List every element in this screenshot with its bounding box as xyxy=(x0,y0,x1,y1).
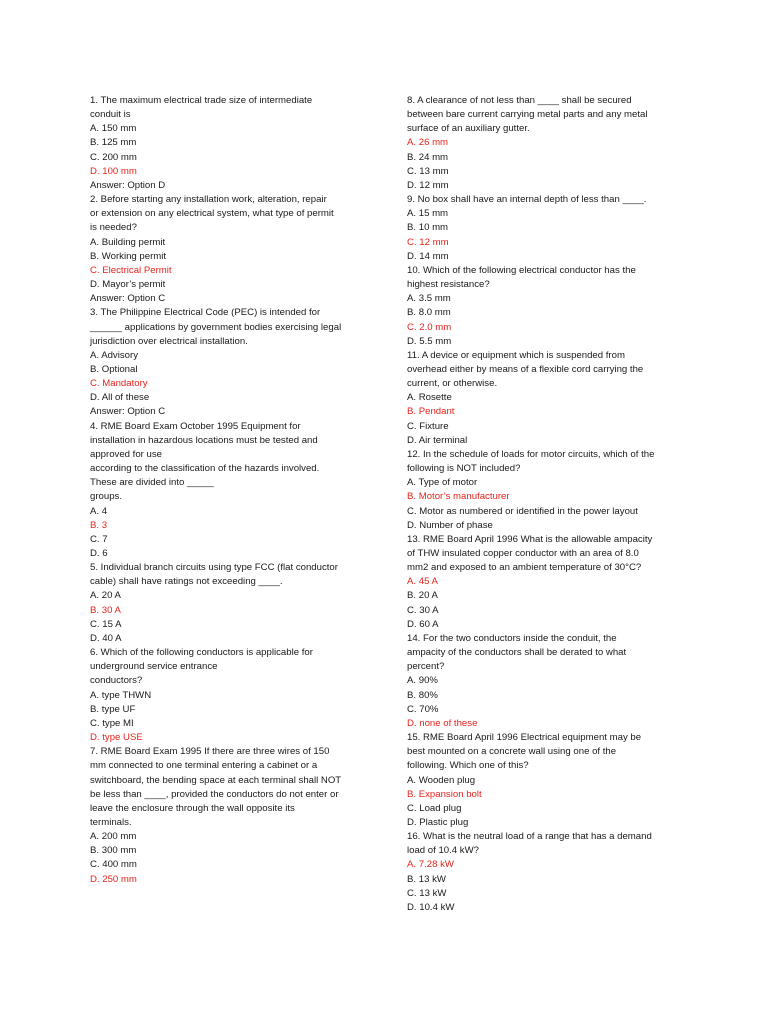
correct-answer-line: B. Expansion bolt xyxy=(407,788,482,800)
question-text-line: 8. A clearance of not less than ____ shall be secured xyxy=(407,95,632,106)
question-text-line: 15. RME Board April 1996 Electrical equipment may be xyxy=(407,732,642,744)
correct-answer-line: C. 12 mm xyxy=(407,236,449,248)
question-text-line: leave the enclosure through the wall opposite its xyxy=(90,802,295,814)
question-text-line: 16. What is the neutral load of a range that has a demand xyxy=(407,831,652,843)
correct-answer-line: D. none of these xyxy=(407,717,478,729)
question-text-line: B. 13 kW xyxy=(407,873,446,885)
question-text-line: 13. RME Board April 1996 What is the allowable ampacity xyxy=(407,533,653,545)
question-text-line: C. type MI xyxy=(90,717,134,729)
question-text-line: B. 10 mm xyxy=(407,222,449,234)
question-text-line: overhead either by means of a flexible cord carrying the xyxy=(407,363,644,375)
question-text-line: D. Mayor’s permit xyxy=(90,279,166,291)
question-text-line: These are divided into _____ xyxy=(90,477,214,489)
question-text-line: C. Fixture xyxy=(407,420,449,432)
correct-answer-line: C. 2.0 mm xyxy=(407,321,452,333)
correct-answer-line: D. 100 mm xyxy=(90,165,137,177)
correct-answer-line: D. 250 mm xyxy=(90,873,137,885)
question-text-line: B. 125 mm xyxy=(90,137,137,149)
question-text-line: D. Air terminal xyxy=(407,434,468,446)
question-text-line: A. Type of motor xyxy=(407,477,478,489)
question-text-line: following is NOT included? xyxy=(407,463,521,475)
question-text-line: B. 20 A xyxy=(407,590,438,602)
question-text-line: conduit is xyxy=(90,109,131,121)
question-text-line: 11. A device or equipment which is suspended from xyxy=(407,349,625,361)
question-text-line: ______ applications by government bodies exercising legal xyxy=(90,321,342,333)
question-text-line: terminals. xyxy=(90,816,132,828)
right-column xyxy=(407,94,679,915)
question-text-line: between bare current carrying metal parts and any metal xyxy=(407,109,648,121)
correct-answer-line: A. 45 A xyxy=(407,576,438,588)
question-text-line: 4. RME Board Exam October 1995 Equipment for xyxy=(90,420,301,432)
question-text-line: current, or otherwise. xyxy=(407,378,498,390)
question-text-line: A. 200 mm xyxy=(90,831,137,843)
correct-answer-line: B. Pendant xyxy=(407,406,455,418)
question-text-line: A. 20 A xyxy=(90,590,121,602)
question-text-line: C. 7 xyxy=(90,533,108,545)
question-text-line: installation in hazardous locations must be tested and xyxy=(90,434,318,446)
question-text-line: approved for use xyxy=(90,448,162,460)
question-text-line: A. 150 mm xyxy=(90,123,137,135)
correct-answer-line: A. 7.28 kW xyxy=(407,859,454,871)
question-text-line: A. Rosette xyxy=(407,392,452,404)
question-text-line: C. 400 mm xyxy=(90,859,137,871)
correct-answer-line: B. 30 A xyxy=(90,604,121,616)
question-text-line: C. 13 kW xyxy=(407,887,447,899)
question-text-line: 2. Before starting any installation work, alteration, repair xyxy=(90,194,327,206)
question-text-line: C. 200 mm xyxy=(90,151,137,163)
question-text-line: 14. For the two conductors inside the conduit, the xyxy=(407,632,617,644)
question-text-line: D. Plastic plug xyxy=(407,816,469,828)
question-text-line: 1. The maximum electrical trade size of intermediate xyxy=(90,95,313,106)
question-text-line: C. 15 A xyxy=(90,618,122,630)
question-text-line: groups. xyxy=(90,491,122,503)
question-text-line: A. 15 mm xyxy=(407,208,449,220)
correct-answer-line: C. Mandatory xyxy=(90,378,148,390)
question-text-line: D. Number of phase xyxy=(407,519,493,531)
question-text-line: B. 24 mm xyxy=(407,151,449,163)
question-text-line: Answer: Option C xyxy=(90,293,166,305)
question-text-line: D. 14 mm xyxy=(407,250,449,262)
question-text-line: D. 40 A xyxy=(90,632,122,644)
question-text-line: 5. Individual branch circuits using type FCC (flat conductor xyxy=(90,562,338,574)
question-text-line: A. Building permit xyxy=(90,236,166,248)
question-text-line: C. Motor as numbered or identified in the power layout xyxy=(407,505,638,517)
left-column xyxy=(90,94,378,887)
question-text-line: switchboard, the bending space at each terminal shall NOT xyxy=(90,774,342,786)
question-text-line: conductors? xyxy=(90,675,143,687)
question-text-line: ampacity of the conductors shall be derated to what xyxy=(407,647,627,659)
question-text-line: mm connected to one terminal entering a cabinet or a xyxy=(90,760,318,772)
question-text-line: B. Optional xyxy=(90,363,138,375)
question-text-line: of THW insulated copper conductor with an area of 8.0 xyxy=(407,548,639,559)
question-text-line: D. 60 A xyxy=(407,618,439,630)
question-text-line: B. Working permit xyxy=(90,250,167,262)
question-text-line: jurisdiction over electrical installation. xyxy=(90,335,248,347)
question-text-line: surface of an auxiliary gutter. xyxy=(407,123,530,135)
question-text-line: best mounted on a concrete wall using one of the xyxy=(407,746,617,758)
question-text-line: A. 90% xyxy=(407,675,438,687)
question-text-line: C. Load plug xyxy=(407,802,462,814)
question-text-line: D. 5.5 mm xyxy=(407,335,452,347)
question-text-line: following. Which one of this? xyxy=(407,760,529,772)
question-text-line: according to the classification of the hazards involved. xyxy=(90,463,320,475)
question-text-line: or extension on any electrical system, what type of permit xyxy=(90,208,334,220)
question-text-line: percent? xyxy=(407,661,445,673)
question-text-line: be less than ____, provided the conductors do not enter or xyxy=(90,788,339,800)
question-text-line: 6. Which of the following conductors is applicable for xyxy=(90,647,313,659)
question-text-line: mm2 and exposed to an ambient temperature of 30°C? xyxy=(407,562,642,574)
correct-answer-line: A. 26 mm xyxy=(407,137,449,149)
question-text-line: A. Advisory xyxy=(90,349,138,361)
question-text-line: 3. The Philippine Electrical Code (PEC) is intended for xyxy=(90,307,321,319)
question-text-line: D. 12 mm xyxy=(407,179,449,191)
question-text-line: highest resistance? xyxy=(407,279,490,291)
question-text-line: 12. In the schedule of loads for motor circuits, which of the xyxy=(407,448,655,460)
question-text-line: 10. Which of the following electrical conductor has the xyxy=(407,264,636,276)
question-text-line: C. 30 A xyxy=(407,604,439,616)
question-text-line: C. 70% xyxy=(407,703,439,715)
correct-answer-line: B. 3 xyxy=(90,519,108,531)
question-text-line: B. 8.0 mm xyxy=(407,307,451,319)
question-text-line: A. Wooden plug xyxy=(407,774,476,786)
question-text-line: D. All of these xyxy=(90,392,150,404)
question-text-line: D. 6 xyxy=(90,548,108,559)
question-text-line: A. 4 xyxy=(90,505,108,517)
question-text-line: D. 10.4 kW xyxy=(407,901,455,913)
question-text-line: underground service entrance xyxy=(90,661,218,673)
question-text-line: C. 13 mm xyxy=(407,165,449,177)
question-text-line: 9. No box shall have an internal depth of less than ____. xyxy=(407,194,647,206)
question-text-line: B. type UF xyxy=(90,703,136,715)
correct-answer-line: B. Motor’s manufacturer xyxy=(407,491,510,503)
question-text-line: Answer: Option D xyxy=(90,179,166,191)
question-text-line: Answer: Option C xyxy=(90,406,166,418)
question-text-line: is needed? xyxy=(90,222,137,234)
question-text-line: B. 300 mm xyxy=(90,845,137,857)
question-text-line: B. 80% xyxy=(407,689,438,701)
question-text-line: load of 10.4 kW? xyxy=(407,845,479,857)
correct-answer-line: D. type USE xyxy=(90,732,143,744)
question-text-line: cable) shall have ratings not exceeding ____. xyxy=(90,576,283,588)
question-text-line: A. 3.5 mm xyxy=(407,293,451,305)
correct-answer-line: C. Electrical Permit xyxy=(90,264,172,276)
question-text-line: A. type THWN xyxy=(90,689,152,701)
question-text-line: 7. RME Board Exam 1995 If there are three wires of 150 xyxy=(90,746,330,758)
